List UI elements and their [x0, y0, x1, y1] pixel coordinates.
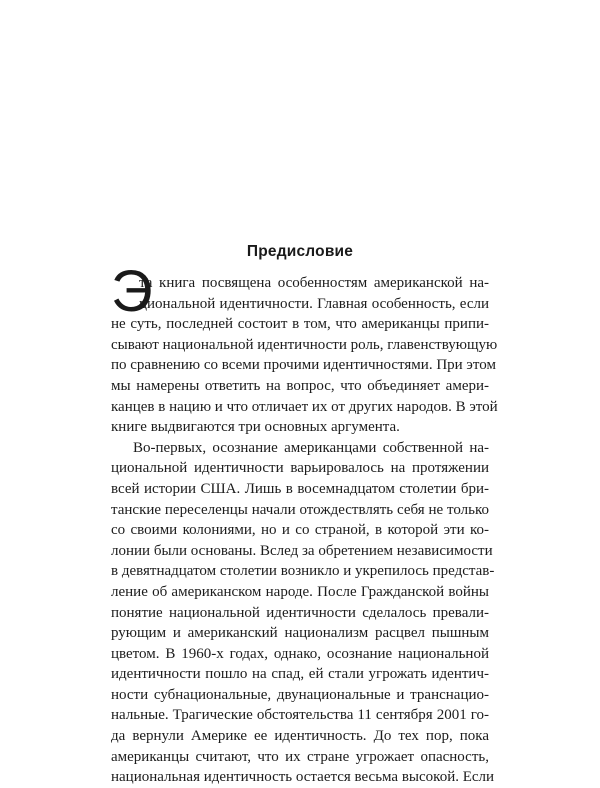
- drop-cap: Э: [111, 259, 153, 324]
- text-line: Во-первых, осознание американцами собственной на-: [133, 439, 489, 456]
- text-line: понятие национальной идентичности сделалось превали-: [111, 604, 489, 621]
- text-line: рующим и американский национализм расцвел пышным: [111, 625, 489, 642]
- text-line: со своими колониями, но и со страной, в которой эти ко-: [111, 522, 489, 539]
- text-line: канцев в нацию и что отличает их от других народов. В этой: [111, 398, 498, 415]
- text-line: танские переселенцы начали отождествлять себя не только: [111, 501, 489, 518]
- text-line: мы намерены ответить на вопрос, что объединяет амери-: [111, 377, 489, 394]
- text-line: не суть, последней состоит в том, что американцы припи-: [111, 316, 489, 333]
- text-line: американцы считают, что их стране угрожает опасность,: [111, 748, 489, 765]
- text-line: национальная идентичность остается весьма высокой. Если: [111, 769, 495, 786]
- text-line: книге выдвигаются три основных аргумента.: [111, 419, 400, 436]
- body-text: [111, 273, 498, 788]
- text-line: идентичности пошло на спад, ей стали угрожать идентич-: [111, 666, 489, 683]
- text-line: да вернули Америке ее идентичность. До тех пор, пока: [111, 728, 489, 745]
- text-line: нальные. Трагические обстоятельства 11 сентября 2001 го-: [111, 707, 489, 724]
- text-line: всей истории США. Лишь в восемнадцатом столетии бри-: [111, 480, 489, 497]
- page-title: Предисловие: [246, 243, 354, 260]
- text-line: цветом. В 1960-х годах, однако, осознание национальной: [111, 645, 489, 662]
- text-line: ление об американском народе. После Гражданской войны: [111, 583, 489, 600]
- text-line: циональной идентичности варьировалось на протяжении: [111, 460, 489, 477]
- text-line: сывают национальной идентичности роль, главенствующую: [111, 336, 498, 353]
- text-line: циональной идентичности. Главная особенность, если: [139, 295, 489, 312]
- text-line: по сравнению со всеми прочими идентичностями. При этом: [111, 357, 496, 374]
- text-line: та книга посвящена особенностям американской на-: [139, 275, 489, 291]
- text-line: в девятнадцатом столетии возникло и укрепилось представ-: [111, 563, 495, 580]
- text-line: ности субнациональные, двунациональные и транснацио-: [111, 686, 489, 703]
- text-line: лонии были основаны. Вслед за обретением независимости: [111, 542, 493, 559]
